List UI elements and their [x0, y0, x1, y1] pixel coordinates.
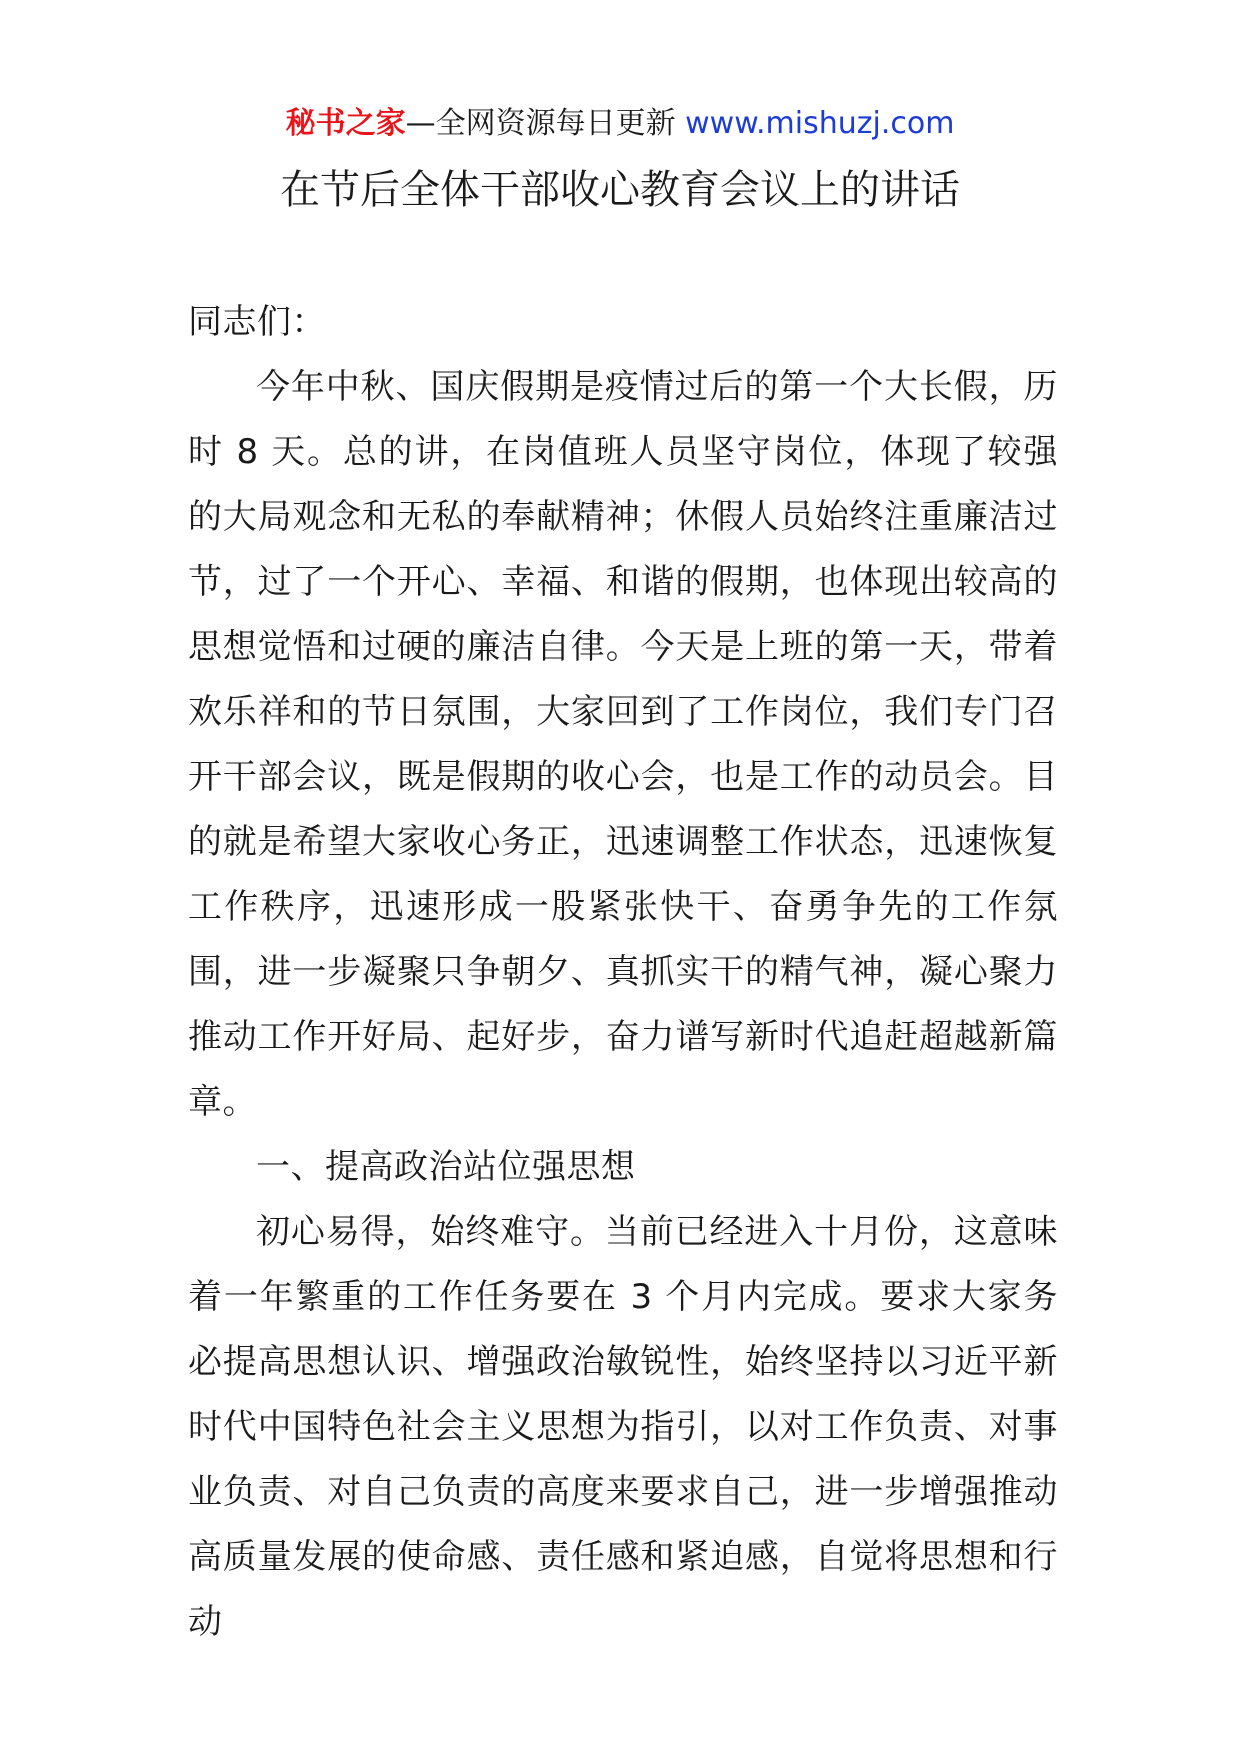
section-heading: 一、提高政治站位强思想: [256, 1147, 636, 1187]
document-title: 在节后全体干部收心教育会议上的讲话: [280, 167, 960, 213]
paragraph: 今年中秋、国庆假期是疫情过后的第一个大长假，历时 8 天。总的讲，在岗值班人员坚守岗位，体现了较强的大局观念和无私的奉献精神；休假人员始终注重廉洁过节，过了一个开心、幸福、和谐的假期，也体现出较高的思想觉悟和过硬的廉洁自律。今天是上班的第一天，带着欢乐祥和的节日氛围，大家回到了工作岗位，我们专门召开干部会议，既是假期的收心会，也是工作的动员会。目的就是希望大家收心务正，迅速调整工作状态，迅速恢复工作秩序，迅速形成一股紧张快干、奋勇争先的工作氛围，进一步凝聚只争朝夕、真抓实干的精气神，凝心聚力推动工作开好局、起好步，奋力谱写新时代追赶超越新篇章。: [188, 367, 1058, 1122]
paragraph: 初心易得，始终难守。当前已经进入十月份，这意味着一年繁重的工作任务要在 3 个月内完成。要求大家务必提高思想认识、增强政治敏锐性，始终坚持以习近平新时代中国特色社会主义思想为指引，以对工作负责、对事业负责、对自己负责的高度来要求自己，进一步增强推动高质量发展的使命感、责任感和紧迫感，自觉将思想和行动: [188, 1212, 1058, 1642]
document-body: [188, 290, 1058, 1655]
site-url-link[interactable]: www.mishuzj.com: [685, 106, 955, 141]
site-brand: 秘书之家: [285, 106, 406, 141]
salutation: 同志们：: [188, 302, 326, 342]
site-banner: [0, 100, 1240, 148]
site-tagline: —全网资源每日更新: [405, 106, 676, 141]
